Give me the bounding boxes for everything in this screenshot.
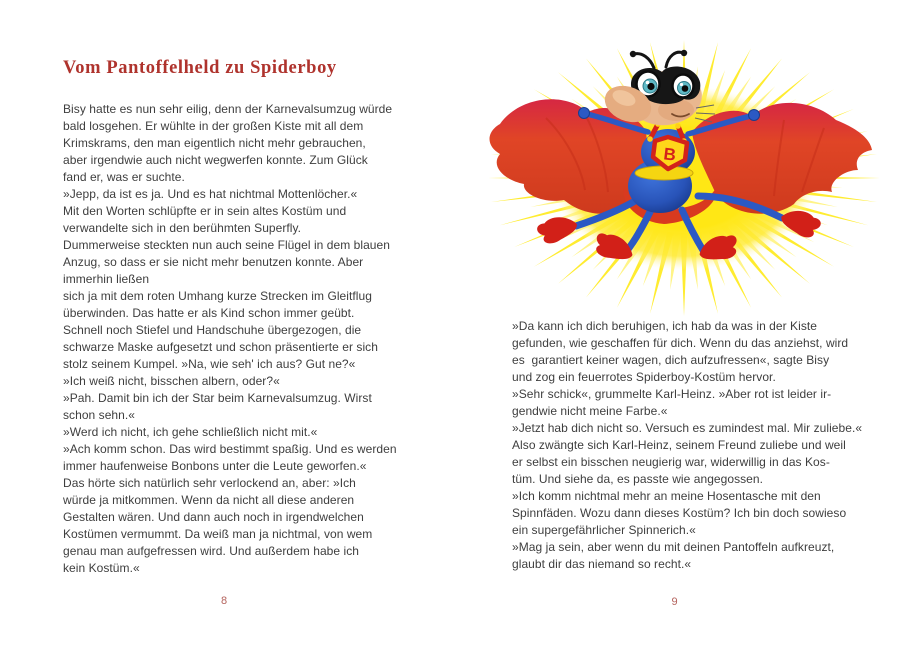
text-line: tüm. Und siehe da, es passte wie angegossen. <box>512 472 764 486</box>
text-line: Das hörte sich natürlich sehr verlockend an, aber: »Ich <box>63 476 356 490</box>
text-line: »Werd ich nicht, ich gehe schließlich nicht mit.« <box>63 425 318 439</box>
text-line: schon sehn.« <box>63 408 135 422</box>
text-line: »Mag ja sein, aber wenn du mit deinen Pantoffeln aufkreuzt, <box>512 540 835 554</box>
text-line: Dummerweise steckten nun auch seine Flügel in dem blauen <box>63 238 390 252</box>
superfly-illustration <box>484 36 886 320</box>
antennae <box>634 52 683 68</box>
text-line: »Da kann ich dich beruhigen, ich hab da was in der Kiste <box>512 319 817 333</box>
text-line: »Jepp, da ist es ja. Und es hat nichtmal Mottenlöcher.« <box>63 187 358 201</box>
text-line: bald losgehen. Er wühlte in der großen Kiste mit all dem <box>63 119 364 133</box>
text-line: fand er, was er suchte. <box>63 170 185 184</box>
text-line: Kostümen vermummt. Da weiß man ja nichtmal, von wem <box>63 527 373 541</box>
text-line: »Ich weiß nicht, bisschen albern, oder?« <box>63 374 280 388</box>
text-line: »Sehr schick«, grummelte Karl-Heinz. »Aber rot ist leider ir- <box>512 387 832 401</box>
text-line: und zog ein feuerrotes Spiderboy-Kostüm hervor. <box>512 370 776 384</box>
hand-left <box>579 108 590 119</box>
text-line: Spinnfäden. Wozu dann dieses Kostüm? Ich bin doch sowieso <box>512 506 847 520</box>
eye-right <box>673 75 694 98</box>
text-line: aber irgendwie auch nicht wegwerfen konnte. Zum Glück <box>63 153 368 167</box>
text-line: ein supergefährlicher Spinnerich.« <box>512 523 696 537</box>
text-line: würde ja mitkommen. Wenn da nicht all diese anderen <box>63 493 355 507</box>
text-line: immerhin ließen <box>63 272 150 286</box>
text-line: »Ich komm nichtmal mehr an meine Hosentasche mit den <box>512 489 821 503</box>
text-line: überwinden. Das hatte er als Kind schon immer geübt. <box>63 306 355 320</box>
text-line: Anzug, so dass er sie nicht mehr benutzen konnte. Aber <box>63 255 364 269</box>
text-line: er selbst ein bisschen neugierig war, widerwillig in das Kos- <box>512 455 830 469</box>
emblem-letter: B <box>662 144 678 165</box>
text-line: verwandelte sich in den berühmten Superfly. <box>63 221 302 235</box>
text-line: Krimskrams, den man eigentlich nicht mehr gebrauchen, <box>63 136 366 150</box>
page-number-right: 9 <box>671 596 678 608</box>
text-line: glaubt dir das niemand so recht.« <box>512 557 692 571</box>
text-line: »Pah. Damit bin ich der Star beim Karnevalsumzug. Wirst <box>63 391 372 405</box>
text-line: Schnell noch Stiefel und Handschuhe übergezogen, die <box>63 323 362 337</box>
text-line: gendwie nicht meine Farbe.« <box>512 404 668 418</box>
text-line: genau man aufgefressen wird. Und außerdem habe ich <box>63 544 360 558</box>
text-line: stolz seinem Kumpel. »Na, wie seh' ich aus? Gut ne?« <box>63 357 356 371</box>
chapter-title: Vom Pantoffelheld zu Spiderboy <box>63 58 337 78</box>
hand-right <box>749 110 760 121</box>
text-line: gefunden, wie geschaffen für dich. Wenn du das anziehst, wird <box>512 336 849 350</box>
text-line: kein Kostüm.« <box>63 561 140 575</box>
text-line: es garantiert keiner wagen, dich aufzufressen«, sagte Bisy <box>512 353 830 367</box>
text-line: sich ja mit dem roten Umhang kurze Strecken im Gleitflug <box>63 289 372 303</box>
text-line: Bisy hatte es nun sehr eilig, denn der Karnevalsumzug würde <box>63 102 393 116</box>
text-line: immer haufenweise Bonbons unter die Leute geworfen.« <box>63 459 367 473</box>
text-line: Mit den Worten schlüpfte er in sein altes Kostüm und <box>63 204 347 218</box>
text-line: »Jetzt hab dich nicht so. Versuch es zumindest mal. Mir zuliebe.« <box>512 421 863 435</box>
text-line: »Ach komm schon. Das wird bestimmt spaßig. Und es werden <box>63 442 397 456</box>
page-number-left: 8 <box>220 595 228 607</box>
text-line: schwarze Maske aufgesetzt und schon präsentierte er sich <box>63 340 378 354</box>
right-page-text <box>512 318 863 573</box>
left-page-text <box>63 101 397 577</box>
text-line: Also zwängte sich Karl-Heinz, seinem Freund zuliebe und weil <box>512 438 846 452</box>
text-line: Gestalten wären. Und dann auch noch in irgendwelchen <box>63 510 364 524</box>
